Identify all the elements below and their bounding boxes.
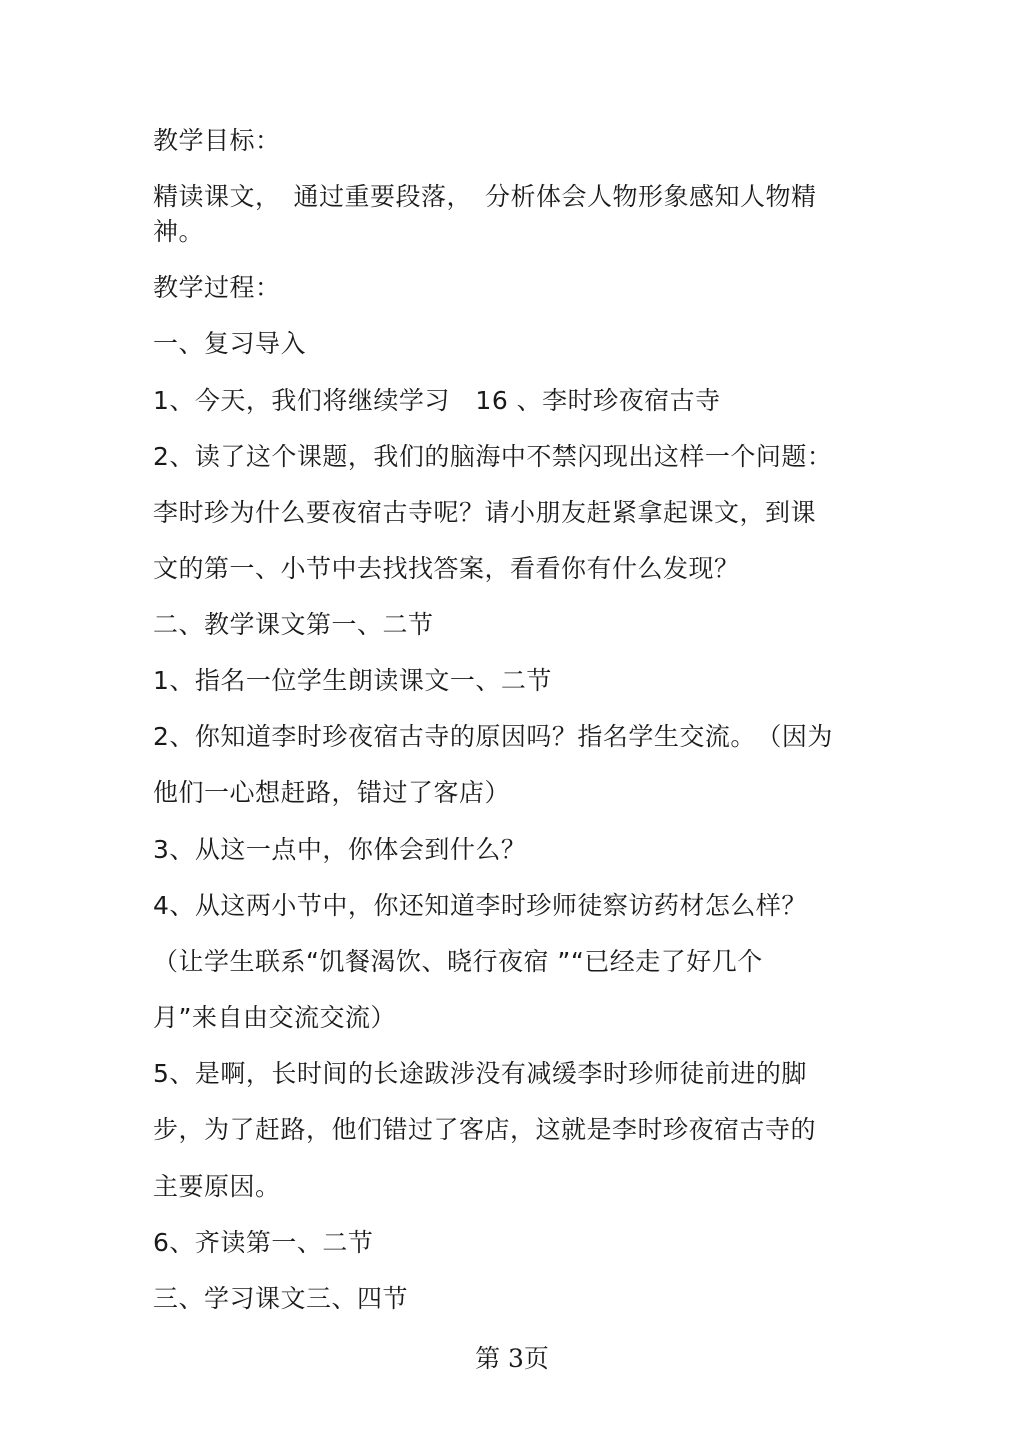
paragraph-line: 他们一心想赶路，错过了客店） — [153, 778, 511, 807]
section-heading: 一、复习导入 — [153, 329, 307, 358]
heading-teaching-goals: 教学目标： — [153, 126, 281, 155]
paragraph-line: 5、是啊，长时间的长途跋涉没有减缓李时珍师徒前进的脚 — [153, 1059, 807, 1088]
section-heading: 三、学习课文三、四节 — [153, 1284, 409, 1313]
heading-teaching-process: 教学过程： — [153, 273, 281, 302]
paragraph-line: 李时珍为什么要夜宿古寺呢？请小朋友赶紧拿起课文，到课 — [153, 498, 817, 527]
paragraph-line: 主要原因。 — [153, 1172, 281, 1201]
paragraph-line: （让学生联系“饥餐渴饮、晓行夜宿 ”“已经走了好几个 — [153, 947, 763, 976]
paragraph-line: 神。 — [153, 217, 205, 246]
paragraph-line: 4、从这两小节中，你还知道李时珍师徒察访药材怎么样？ — [153, 891, 807, 920]
paragraph-line: 6、齐读第一、二节 — [153, 1228, 374, 1257]
paragraph-line: 月”来自由交流交流） — [153, 1003, 396, 1032]
paragraph-line: 步，为了赶路，他们错过了客店，这就是李时珍夜宿古寺的 — [153, 1115, 817, 1144]
paragraph-line: 2、你知道李时珍夜宿古寺的原因吗？指名学生交流。 （因为 — [153, 722, 833, 751]
paragraph-line: 精读课文， 通过重要段落， 分析体会人物形象感知人物精 — [153, 182, 817, 211]
page-number: 第 3页 — [475, 1344, 549, 1373]
paragraph-line: 1、指名一位学生朗读课文一、二节 — [153, 666, 552, 695]
paragraph-line: 3、从这一点中，你体会到什么？ — [153, 835, 527, 864]
paragraph-line: 1、今天，我们将继续学习 16 、李时珍夜宿古寺 — [153, 386, 721, 415]
paragraph-line: 文的第一、小节中去找找答案，看看你有什么发现？ — [153, 554, 740, 583]
paragraph-line: 2、读了这个课题，我们的脑海中不禁闪现出这样一个问题： — [153, 442, 833, 471]
section-heading: 二、教学课文第一、二节 — [153, 610, 434, 639]
